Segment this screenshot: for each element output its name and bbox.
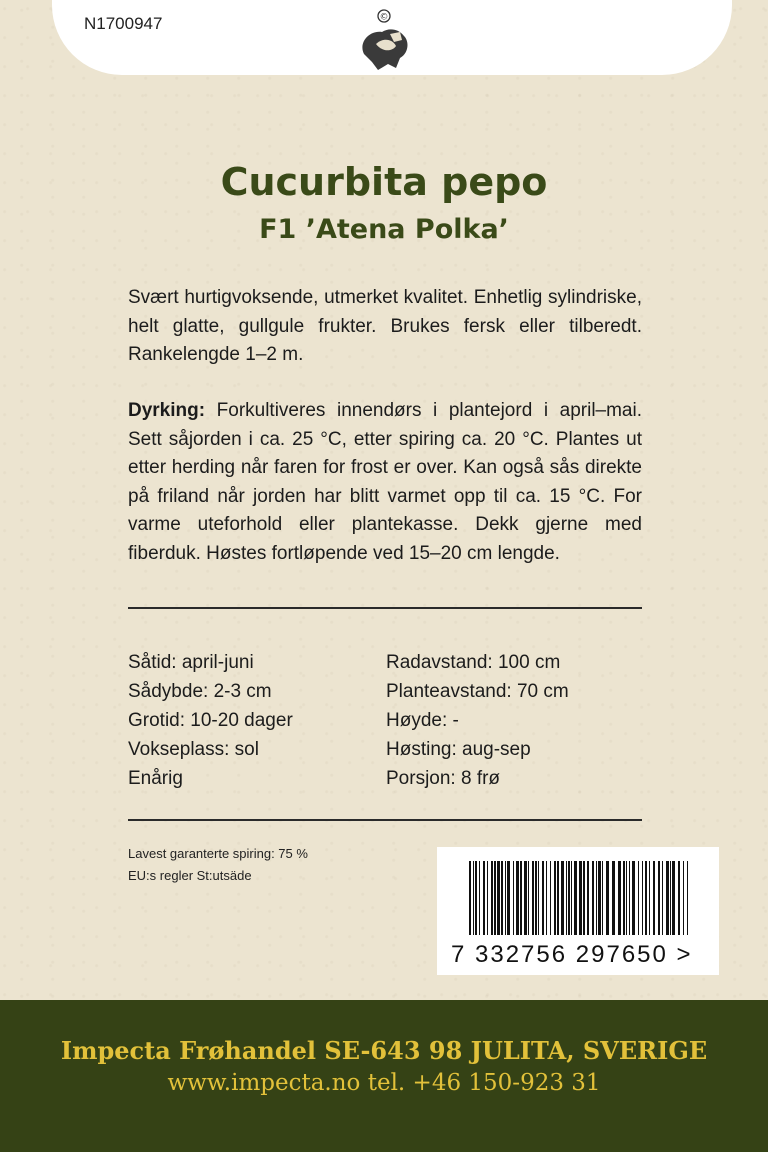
cultivation-paragraph [128,397,642,568]
barcode-bar [632,861,635,935]
cultivation-label: Dyrking: [128,400,206,421]
barcode-bar [538,861,539,935]
barcode-bar [568,861,570,935]
barcode-bar [666,861,669,935]
barcode-bar [528,861,529,935]
barcode-bar [672,861,675,935]
description: Svært hurtigvoksende, utmerket kvalitet. Enhetlig sylindriske, helt glatte, gullgule frukter. Brukes fersk eller tilberedt. Rankelengde 1–2 m. [128,287,642,365]
barcode-bar [532,861,534,935]
divider [128,819,642,821]
facts-right-list [386,648,569,793]
barcode-bar [687,861,688,935]
barcode-bar [516,861,519,935]
fact-harvest: Høsting: aug-sep [386,739,531,760]
barcode-bar [592,861,594,935]
germination-note: Lavest garanterte spiring: 75 % [128,846,308,861]
barcode-bar [626,861,627,935]
barcode-bar [583,861,585,935]
logo-copyright-mark: © [379,12,389,23]
barcode-bar [642,861,643,935]
barcode-bar [557,861,559,935]
sku-number: N1700947 [84,14,163,33]
barcode-bar [546,861,547,935]
barcode-bar [550,861,551,935]
barcode-bar [658,861,660,935]
fact-annual: Enårig [128,768,183,789]
fact-sowing-time: Såtid: april-juni [128,652,254,673]
barcode-bar [469,861,471,935]
barcode-bar [475,861,477,935]
barcode-bar [505,861,506,935]
barcode-bar [513,861,514,935]
barcode-bar [507,861,510,935]
barcode-bar [612,861,615,935]
barcode-bar [491,861,493,935]
fact-portion: Porsjon: 8 frø [386,768,501,789]
barcode-bar [494,861,496,935]
barcode-bar [587,861,589,935]
barcode-bar [520,861,522,935]
fact-sowing-depth: Sådybde: 2-3 cm [128,681,272,702]
latin-name: Cucurbita pepo [220,160,548,204]
barcode-bar [535,861,537,935]
barcode-bar [571,861,572,935]
barcode-bar [596,861,597,935]
barcode-bar [598,861,601,935]
fact-row-spacing: Radavstand: 100 cm [386,652,561,673]
barcode-bar [579,861,582,935]
divider [128,607,642,609]
barcode-bar [602,861,603,935]
barcode-number: 7 332756 297650 > [451,941,693,968]
barcode-bar [487,861,488,935]
company-address: Impecta Frøhandel SE-643 98 JULITA, SVERIGE [60,1036,708,1065]
barcode-bar [623,861,625,935]
barcode-bar [566,861,567,935]
barcode-bar [524,861,527,935]
fact-height: Høyde: - [386,710,459,731]
barcode-bar [473,861,474,935]
barcode-bar [649,861,650,935]
barcode-bar [606,861,609,935]
eu-rules-note: EU:s regler St:utsäde [128,868,252,883]
barcode-bar [618,861,621,935]
barcode-bar [542,861,544,935]
barcode-bar [574,861,577,935]
barcode-bar [554,861,556,935]
barcode-bar [497,861,500,935]
barcode-bar [670,861,671,935]
barcode-bar [645,861,647,935]
impecta-logo-icon [352,6,416,78]
barcode-bar [483,861,485,935]
fact-germination-time: Grotid: 10-20 dager [128,710,293,731]
footer [0,1000,768,1152]
barcode [437,847,719,975]
fact-location: Vokseplass: sol [128,739,259,760]
barcode-bar [629,861,630,935]
barcode-bar [683,861,684,935]
barcode-bar [561,861,564,935]
facts-left-list [128,648,293,793]
barcode-bar [501,861,503,935]
fact-plant-spacing: Planteavstand: 70 cm [386,681,569,702]
barcode-bar [653,861,655,935]
cultivation-text: Forkultiveres innendørs i plantejord i april–mai. Sett såjorden i ca. 25 °C, etter spiring ca. 20 °C. Plantes ut etter herding når faren for frost er over. Kan også sås direkte på friland når jorden har blitt varmet opp til ca. 15 °C. For varme uteforhold eller plantekasse. Dekk gjerne med fiberduk. Høstes fortløpende ved 15–20 cm lengde. [128,400,642,564]
contact-info: www.impecta.no tel. +46 150-923 31 [167,1070,601,1096]
variety-name: F1 ’Atena Polka’ [259,214,509,245]
barcode-bar [479,861,480,935]
barcode-bar [678,861,680,935]
barcode-bar [662,861,663,935]
barcode-bar [638,861,639,935]
